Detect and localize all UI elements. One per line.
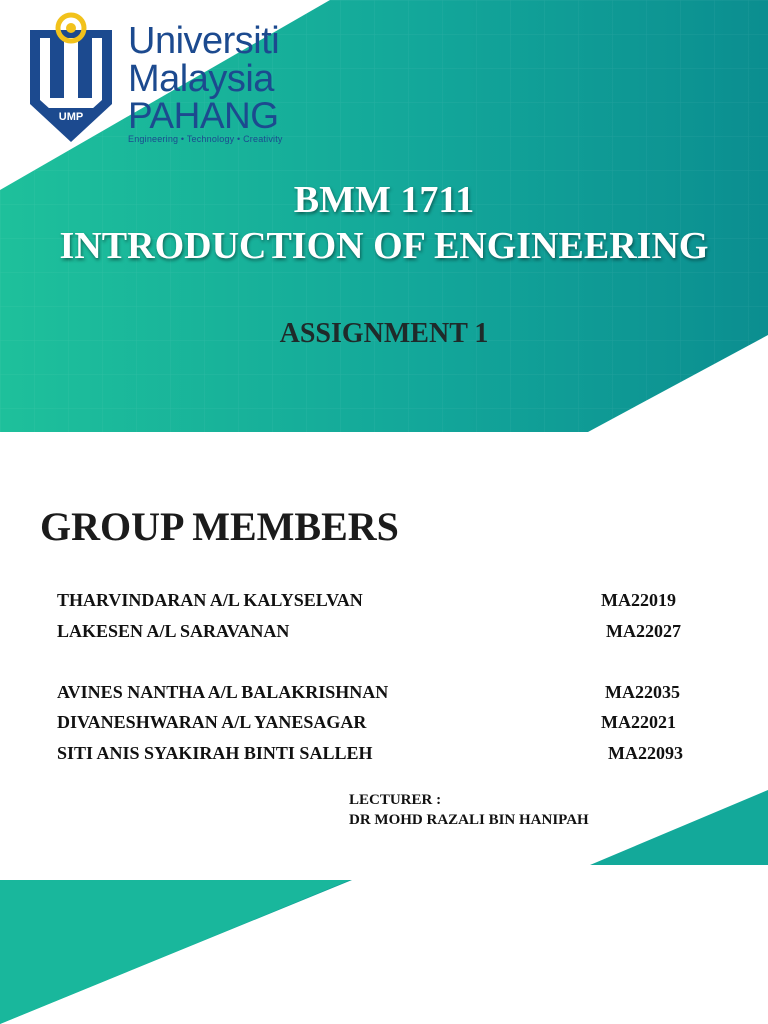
group-members-heading: GROUP MEMBERS [40, 504, 399, 549]
member-name: AVINES NANTHA A/L BALAKRISHNAN [57, 682, 389, 702]
logo-tagline: Engineering • Technology • Creativity [128, 134, 283, 144]
member-name: LAKESEN A/L SARAVANAN [57, 621, 290, 641]
logo-word-pahang: PAHANG [128, 95, 279, 136]
logo-word-malaysia: Malaysia [128, 58, 274, 100]
course-code: BMM 1711 [293, 179, 475, 221]
member-name: DIVANESHWARAN A/L YANESAGAR [57, 712, 367, 732]
member-name: SITI ANIS SYAKIRAH BINTI SALLEH [57, 743, 373, 763]
member-id: MA22019 [601, 590, 676, 610]
logo-word-universiti: Universiti [128, 20, 280, 62]
lecturer-label: LECTURER : [349, 792, 442, 808]
member-id: MA22027 [606, 621, 681, 641]
member-id: MA22093 [608, 743, 683, 763]
course-title: INTRODUCTION OF ENGINEERING [59, 225, 709, 267]
member-name: THARVINDARAN A/L KALYSELVAN [57, 590, 363, 610]
member-id: MA22035 [605, 682, 680, 702]
bottom-right-wedge [590, 790, 768, 865]
university-logo [18, 8, 318, 148]
assignment-title: ASSIGNMENT 1 [279, 318, 489, 349]
lecturer-name: DR MOHD RAZALI BIN HANIPAH [349, 812, 589, 828]
ump-shield-icon [26, 12, 116, 146]
member-id: MA22021 [601, 712, 676, 732]
shield-label: UMP [58, 111, 84, 123]
